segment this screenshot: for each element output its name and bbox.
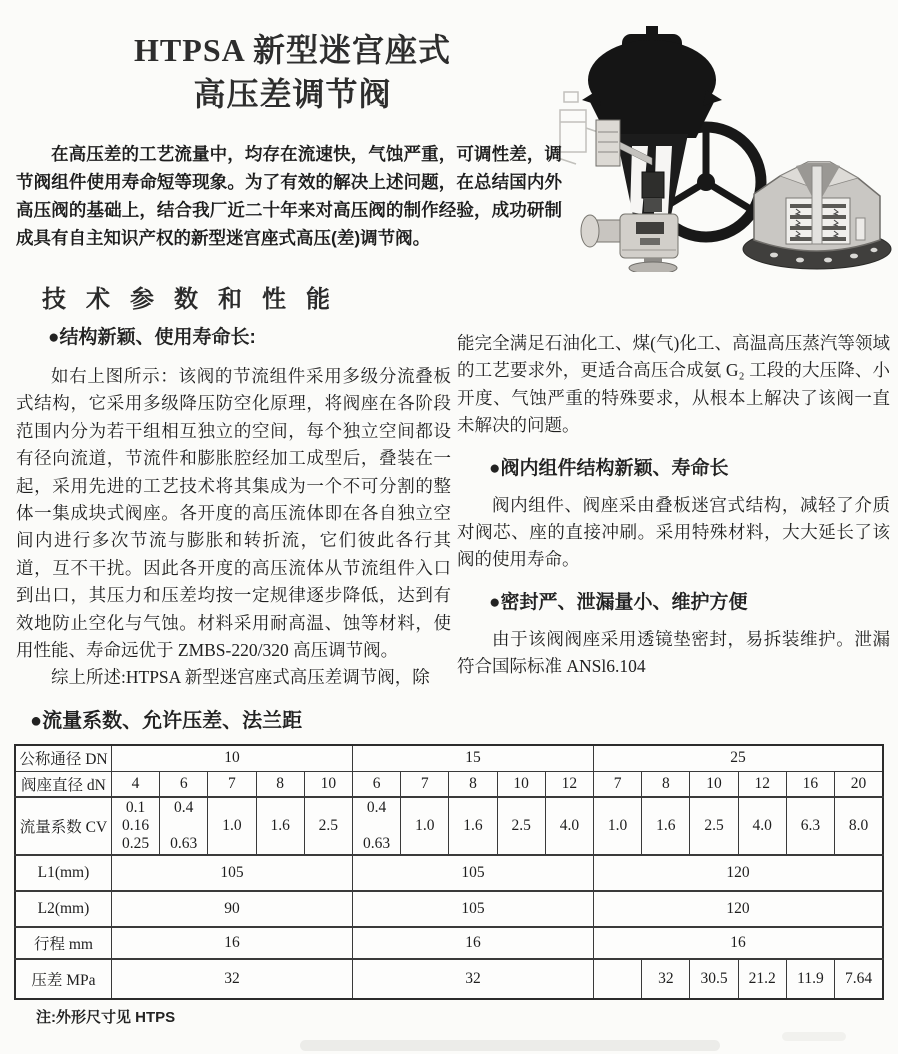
feature-paragraph-structure-2: 综上所述:HTPSA 新型迷宫座式高压差调节阀，除 — [51, 667, 430, 688]
stroke-cell-dn25: 16 — [594, 927, 883, 959]
dp-cell: 32 — [642, 959, 690, 999]
row-label-seat-dn: 阀座直径 dN — [15, 771, 111, 797]
valve-photo-svg — [556, 24, 768, 272]
dp-cell: 7.64 — [835, 959, 883, 999]
cv-cell: 4.0 — [738, 797, 786, 855]
row-label-l1: L1(mm) — [15, 855, 111, 891]
dn-group-25: 25 — [594, 745, 883, 771]
footnote: 注:外形尺寸见 HTPS — [36, 1009, 176, 1026]
seat-diameter-cell: 7 — [594, 771, 642, 797]
cv-cell: 4.0 — [545, 797, 593, 855]
right-column — [457, 330, 890, 681]
cv-cell — [352, 797, 400, 855]
dn-group-15: 15 — [352, 745, 593, 771]
dp-cell: 30.5 — [690, 959, 738, 999]
cv-cell: 1.6 — [642, 797, 690, 855]
cv-value: 0.63 — [363, 835, 391, 852]
page-title-line2: 高压差调节阀 — [193, 76, 392, 112]
seat-diameter-cell: 12 — [545, 771, 593, 797]
seat-diameter-cell: 10 — [690, 771, 738, 797]
cv-cell: 2.5 — [690, 797, 738, 855]
cv-cell: 1.0 — [208, 797, 256, 855]
l1-cell-dn25: 120 — [594, 855, 883, 891]
seat-diameter-cell: 16 — [786, 771, 834, 797]
cv-cell: 2.5 — [304, 797, 352, 855]
row-label-cv: 流量系数 CV — [15, 797, 111, 855]
cv-cell: 8.0 — [835, 797, 883, 855]
cv-value: 0.25 — [121, 835, 150, 852]
section-heading-technical-parameters: 技术参数和性能 — [42, 286, 350, 313]
table-row-seat-diameter — [15, 771, 883, 797]
seat-diameter-cell: 6 — [160, 771, 208, 797]
seat-diameter-cell: 10 — [497, 771, 545, 797]
feature-paragraph-trim: 阀内组件、阀座采由叠板迷宫式结构，减轻了介质对阀芯、座的直接冲刷。采用特殊材料，大大延长了该阀的使用寿命。 — [457, 494, 890, 570]
cv-cell: 1.6 — [449, 797, 497, 855]
table-row-l2 — [15, 891, 883, 927]
row-label-stroke: 行程 mm — [15, 927, 111, 959]
feature-heading-trim: ●阀内组件结构新颖、寿命长 — [489, 457, 729, 479]
cv-value: 0.4 — [366, 799, 387, 816]
table-row-nominal-diameter — [15, 745, 883, 771]
left-column — [16, 326, 451, 692]
seat-diameter-cell: 6 — [352, 771, 400, 797]
seat-cutaway-image — [738, 152, 896, 272]
seat-diameter-cell: 10 — [304, 771, 352, 797]
l2-cell-dn25: 120 — [594, 891, 883, 927]
row-label-dn: 公称通径 DN — [15, 745, 111, 771]
cv-cell: 1.0 — [401, 797, 449, 855]
table-row-stroke — [15, 927, 883, 959]
seat-cutaway-svg — [738, 152, 896, 272]
cv-cell: 6.3 — [786, 797, 834, 855]
page-title-line1: HTPSA 新型迷宫座式 — [134, 32, 451, 68]
dp-cell-dn10: 32 — [111, 959, 352, 999]
cv-cell — [160, 797, 208, 855]
feature-heading-seal: ●密封严、泄漏量小、维护方便 — [489, 591, 748, 613]
dp-cell: 11.9 — [786, 959, 834, 999]
right-column-continuation: 能完全满足石油化工、煤(气)化工、高温高压蒸汽等领域的工艺要求外，更适合高压合成氨 G₂ 工段的大压降、小开度、气蚀严重的特殊要求，从根本上解决了该阀一直未解决的问题。 — [457, 333, 890, 436]
cv-value: 0.1 — [125, 799, 146, 816]
row-label-l2: L2(mm) — [15, 891, 111, 927]
row-label-dp: 压差 MPa — [15, 959, 111, 999]
l1-cell-dn15: 105 — [352, 855, 593, 891]
dp-cell: 21.2 — [738, 959, 786, 999]
dp-cell-dn15: 32 — [352, 959, 593, 999]
stroke-cell-dn10: 16 — [111, 927, 352, 959]
page-title — [65, 28, 520, 116]
dn-group-10: 10 — [111, 745, 352, 771]
stroke-cell-dn15: 16 — [352, 927, 593, 959]
scan-artifact — [300, 1040, 720, 1051]
seat-diameter-cell: 4 — [111, 771, 159, 797]
table-section-heading: ●流量系数、允许压差、法兰距 — [30, 710, 303, 732]
intro-paragraph: 在高压差的工艺流量中，均存在流速快，气蚀严重，可调性差，调节阀组件使用寿命短等现象。为了有效的解决上述问题，在总结国内外高压阀的基础上，结合我厂近二十年来对高压阀的制作经验，成功研制成具有自主知识产权的新型迷宫座式高压(差)调节阀。 — [16, 144, 562, 248]
seat-diameter-cell: 8 — [256, 771, 304, 797]
seat-diameter-cell: 12 — [738, 771, 786, 797]
cv-cell: 2.5 — [497, 797, 545, 855]
seat-diameter-cell: 7 — [401, 771, 449, 797]
seat-diameter-cell: 7 — [208, 771, 256, 797]
l2-cell-dn10: 90 — [111, 891, 352, 927]
seat-diameter-cell: 20 — [835, 771, 883, 797]
scan-artifact — [782, 1032, 846, 1041]
cv-value: 0.16 — [121, 817, 150, 834]
table-row-l1 — [15, 855, 883, 891]
feature-paragraph-structure: 如右上图所示：该阀的节流组件采用多级分流叠板式结构，它采用多级降压防空化原理，将阀座在各阶段范围内分为若干组相互独立的空间，每个独立空间都设有径向流道，节流件和膨胀腔经加工成型后，叠装在一起，采用先进的工艺技术将其集成为一个不可分割的整体一集成块式阀座。各开度的高压流体即在各自独立空间内进行多次节流与膨胀和转折流，它们彼此各行其道，互不干扰。因此各开度的高压流体从节流组件入口到出口，其压力和压差均按一定规律逐步降低，达到有效地防止空化与气蚀。材料采用耐高温、蚀等材料，使用性能、寿命远优于 ZMBS-220/320 高压调节阀。 — [16, 366, 451, 661]
valve-photo-image — [556, 24, 768, 272]
l1-cell-dn10: 105 — [111, 855, 352, 891]
seat-diameter-cell: 8 — [642, 771, 690, 797]
l2-cell-dn15: 105 — [352, 891, 593, 927]
cv-value: 0.63 — [170, 835, 198, 852]
seat-diameter-cell: 8 — [449, 771, 497, 797]
dp-cell — [594, 959, 642, 999]
table-row-cv — [15, 797, 883, 855]
table-row-pressure-diff — [15, 959, 883, 999]
feature-paragraph-seal: 由于该阀阀座采用透镜垫密封，易拆装维护。泄漏符合国际标准 ANSl6.104 — [457, 628, 890, 677]
spec-table — [14, 744, 884, 1000]
cv-value: 0.4 — [174, 799, 194, 816]
feature-heading-structure: ●结构新颖、使用寿命长: — [48, 327, 256, 348]
cv-cell: 1.6 — [256, 797, 304, 855]
cv-cell: 1.0 — [594, 797, 642, 855]
cv-cell — [111, 797, 159, 855]
